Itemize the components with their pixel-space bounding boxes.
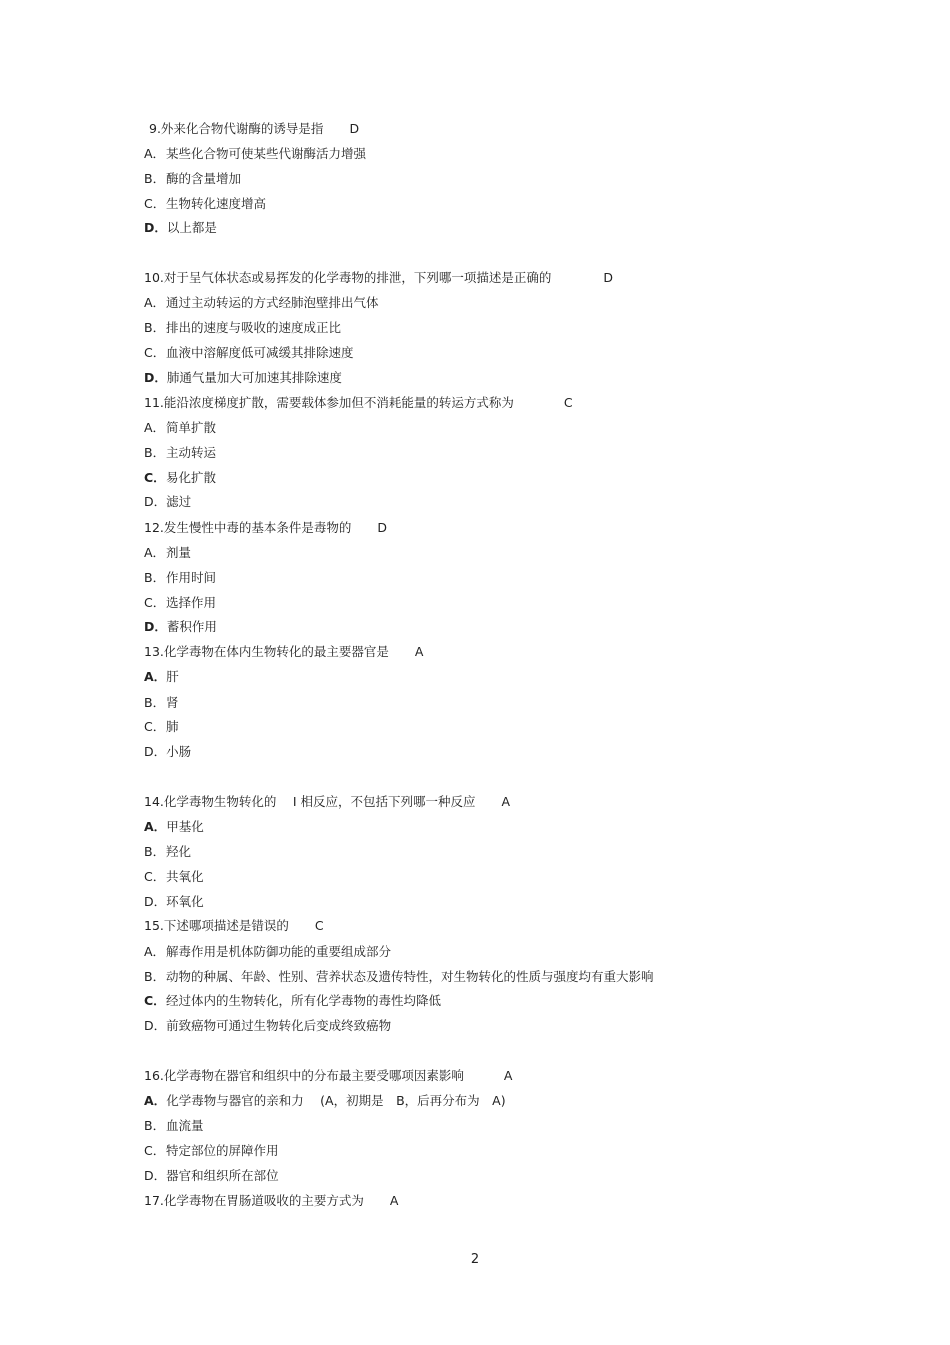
option: C．共氧化 — [144, 869, 204, 884]
option: A．化学毒物与器官的亲和力 (A，初期是 B，后再分布为 A) — [144, 1093, 506, 1108]
option: D．器官和组织所在部位 — [144, 1168, 279, 1183]
question-stem: 10.对于呈气体状态或易挥发的化学毒物的排泄，下列哪一项描述是正确的 D — [144, 270, 614, 285]
question-stem: 17.化学毒物在胃肠道吸收的主要方式为 A — [144, 1193, 399, 1208]
question-stem: 14.化学毒物生物转化的 I 相反应，不包括下列哪一种反应 A — [144, 794, 511, 809]
question-stem: 11.能沿浓度梯度扩散，需要载体参加但不消耗能量的转运方式称为 C — [144, 395, 573, 410]
option: B．血流量 — [144, 1118, 204, 1133]
question-stem: 13.化学毒物在体内生物转化的最主要器官是 A — [144, 644, 424, 659]
option: C．肺 — [144, 719, 179, 734]
answer-key: A — [503, 1068, 513, 1083]
answer-key: C — [314, 918, 324, 933]
answer-key: D — [377, 520, 388, 535]
option: C．易化扩散 — [144, 470, 217, 485]
option: B．酶的含量增加 — [144, 171, 242, 186]
option: D．蓄积作用 — [144, 619, 217, 634]
option: B．排出的速度与吸收的速度成正比 — [144, 320, 342, 335]
option: C．选择作用 — [144, 595, 217, 610]
answer-key: A — [389, 1193, 399, 1208]
option: B．作用时间 — [144, 570, 217, 585]
option: A．某些化合物可使某些代谢酶活力增强 — [144, 146, 367, 161]
option: D．环氧化 — [144, 894, 204, 909]
page-number: 2 — [470, 1252, 480, 1267]
option: B．羟化 — [144, 844, 192, 859]
answer-key: D — [349, 121, 360, 136]
option: D．滤过 — [144, 494, 192, 509]
answer-key: D — [603, 270, 614, 285]
option: A．肝 — [144, 669, 179, 684]
option: A．解毒作用是机体防御功能的重要组成部分 — [144, 944, 392, 959]
option: D．以上都是 — [144, 220, 217, 235]
option: D．前致癌物可通过生物转化后变成终致癌物 — [144, 1018, 392, 1033]
option: A．通过主动转运的方式经肺泡壁排出气体 — [144, 295, 379, 310]
option: B．主动转运 — [144, 445, 217, 460]
option: C．血液中溶解度低可减缓其排除速度 — [144, 345, 354, 360]
option: A．甲基化 — [144, 819, 204, 834]
question-stem: 15.下述哪项描述是错误的 C — [144, 918, 324, 933]
option: A．剂量 — [144, 545, 192, 560]
option: C．经过体内的生物转化，所有化学毒物的毒性均降低 — [144, 993, 442, 1008]
answer-key: A — [414, 644, 424, 659]
option: B．肾 — [144, 695, 179, 710]
option: C．生物转化速度增高 — [144, 196, 267, 211]
option: B．动物的种属、年龄、性别、营养状态及遗传特性，对生物转化的性质与强度均有重大影响 — [144, 969, 654, 984]
option: D．小肠 — [144, 744, 192, 759]
option: C．特定部位的屏障作用 — [144, 1143, 279, 1158]
question-stem: 16.化学毒物在器官和组织中的分布最主要受哪项因素影响 A — [144, 1068, 513, 1083]
option: D．肺通气量加大可加速其排除速度 — [144, 370, 342, 385]
question-stem: 12.发生慢性中毒的基本条件是毒物的 D — [144, 520, 388, 535]
option: A．简单扩散 — [144, 420, 217, 435]
answer-key: C — [563, 395, 573, 410]
question-stem: 9.外来化合物代谢酶的诱导是指 D — [149, 121, 360, 136]
answer-key: A — [501, 794, 511, 809]
